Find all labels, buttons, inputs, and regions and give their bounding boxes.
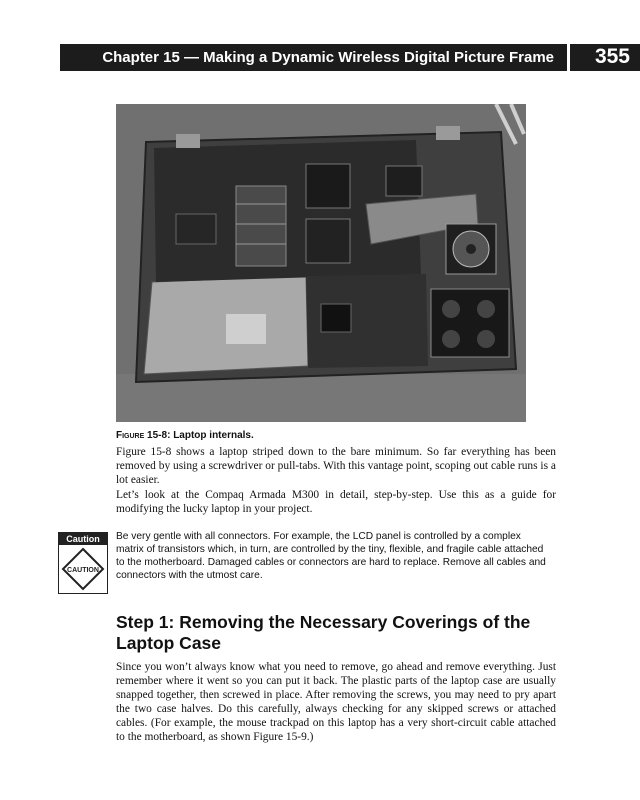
section-body: Since you won’t always know what you need to remove, go ahead and remove everything. Just remember where it went so you can put it back. The plastic parts of the laptop case are usually snapped together, then screwed in place. After removing the screws, you may need to pry apart the two case halves. Do this carefully, always checking for any skipped screws or attached cables. (For example, the mouse trackpad on this laptop has a very short-circuit cable attached to the motherboard, as shown Figure 15-9.) xyxy=(116,661,556,743)
section-heading xyxy=(116,612,536,654)
caution-text: Be very gentle with all connectors. For example, the LCD panel is controlled by a complex matrix of transistors which, in turn, are controlled by the tiny, flexible, and fragile cable attached to the motherboard. Damaged cables or connectors are hard to replace. Remove all cables and connectors with the utmost care. xyxy=(116,531,546,581)
section-heading-line-2: Laptop Case xyxy=(116,633,222,653)
photo-illustration xyxy=(116,104,526,422)
caution-diamond-icon xyxy=(59,545,107,591)
figure-caption xyxy=(116,430,536,441)
figure-caption-text: Laptop internals. xyxy=(173,430,254,441)
header-separator xyxy=(567,44,570,71)
caution-label: Caution xyxy=(59,533,107,545)
caution-icon-label: CAUTION xyxy=(67,567,99,574)
running-header xyxy=(60,44,640,71)
section-heading-line-1: Step 1: Removing the Necessary Coverings of the xyxy=(116,612,531,632)
page-number: 355 xyxy=(594,45,630,68)
body-paragraph: Figure 15-8 shows a laptop striped down to the bare minimum. So far everything has been removed by using a screwdriver or pull-tabs. With this vantage point, scoping out cable runs is a lot easier. xyxy=(116,446,556,486)
figure-caption-label: Figure 15-8: xyxy=(116,430,171,441)
caution-box xyxy=(58,532,108,594)
body-paragraph: Let’s look at the Compaq Armada M300 in detail, step-by-step. Use this as a guide for modifying the lucky laptop in your project. xyxy=(116,489,556,515)
laptop-internals-photo xyxy=(116,104,526,422)
chapter-title: Chapter 15 — Making a Dynamic Wireless Digital Picture Frame xyxy=(102,49,554,66)
